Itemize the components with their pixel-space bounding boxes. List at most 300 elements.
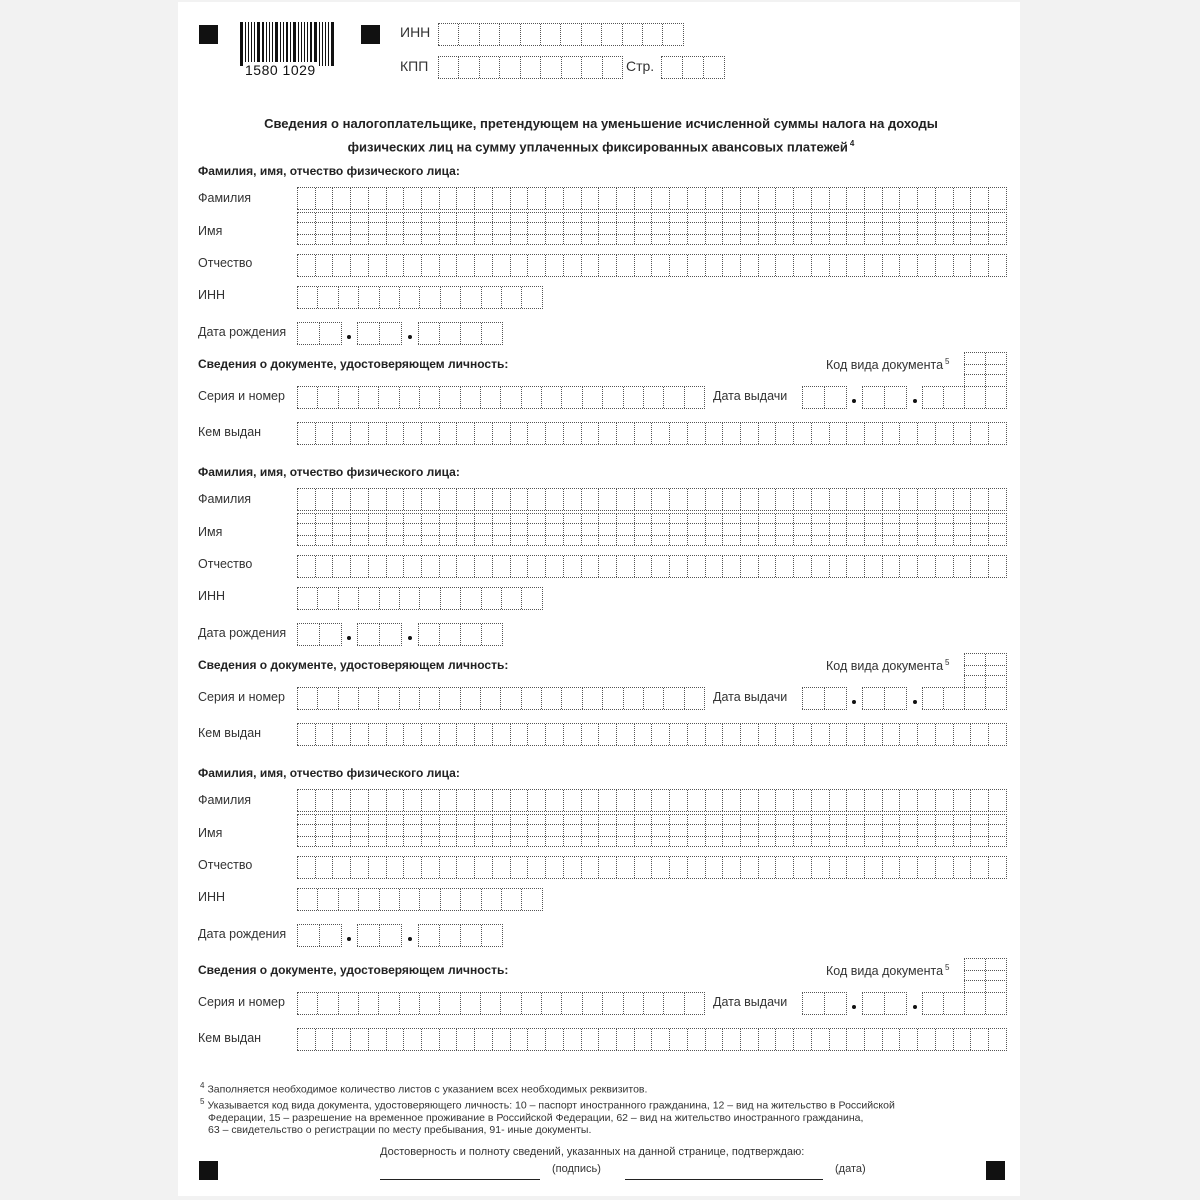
input-cell[interactable] <box>899 223 917 244</box>
input-cell[interactable] <box>651 255 669 276</box>
input-cell[interactable] <box>616 724 634 745</box>
input-cell[interactable] <box>500 993 520 1014</box>
input-cell[interactable] <box>669 255 687 276</box>
input-cell[interactable] <box>521 387 541 408</box>
input-cell[interactable] <box>545 524 563 545</box>
input-cell[interactable] <box>917 223 935 244</box>
input-cell[interactable] <box>793 556 811 577</box>
input-cell[interactable] <box>561 688 581 709</box>
issue-date-day-input[interactable] <box>802 687 847 710</box>
input-cell[interactable] <box>687 524 705 545</box>
issued-by-input[interactable] <box>297 723 1007 746</box>
input-cell[interactable] <box>793 188 811 209</box>
input-cell[interactable] <box>775 825 793 846</box>
input-cell[interactable] <box>350 524 368 545</box>
input-cell[interactable] <box>687 556 705 577</box>
input-cell[interactable] <box>545 188 563 209</box>
input-cell[interactable] <box>439 524 457 545</box>
input-cell[interactable] <box>460 287 480 308</box>
input-cell[interactable] <box>722 188 740 209</box>
input-cell[interactable] <box>581 255 599 276</box>
input-cell[interactable] <box>419 993 439 1014</box>
input-cell[interactable] <box>399 889 419 910</box>
input-cell[interactable] <box>297 724 315 745</box>
input-cell[interactable] <box>988 556 1006 577</box>
input-cell[interactable] <box>521 287 541 308</box>
input-cell[interactable] <box>662 24 682 45</box>
input-cell[interactable] <box>651 223 669 244</box>
input-cell[interactable] <box>368 857 386 878</box>
input-cell[interactable] <box>297 556 315 577</box>
input-cell[interactable] <box>510 188 528 209</box>
input-cell[interactable] <box>403 825 421 846</box>
input-cell[interactable] <box>460 624 481 645</box>
input-cell[interactable] <box>775 1029 793 1050</box>
input-cell[interactable] <box>864 857 882 878</box>
input-cell[interactable] <box>403 255 421 276</box>
input-cell[interactable] <box>358 588 378 609</box>
input-cell[interactable] <box>882 188 900 209</box>
input-cell[interactable] <box>545 423 563 444</box>
input-cell[interactable] <box>297 323 319 344</box>
input-cell[interactable] <box>581 188 599 209</box>
input-cell[interactable] <box>669 423 687 444</box>
input-cell[interactable] <box>687 255 705 276</box>
input-cell[interactable] <box>684 387 704 408</box>
input-cell[interactable] <box>740 188 758 209</box>
input-cell[interactable] <box>917 825 935 846</box>
issued-by-input[interactable] <box>297 1028 1007 1051</box>
input-cell[interactable] <box>319 323 341 344</box>
input-cell[interactable] <box>474 255 492 276</box>
input-cell[interactable] <box>705 1029 723 1050</box>
input-cell[interactable] <box>439 1029 457 1050</box>
input-cell[interactable] <box>846 524 864 545</box>
input-cell[interactable] <box>368 790 386 811</box>
input-cell[interactable] <box>687 188 705 209</box>
input-cell[interactable] <box>541 993 561 1014</box>
input-cell[interactable] <box>561 387 581 408</box>
input-cell[interactable] <box>899 524 917 545</box>
input-cell[interactable] <box>935 1029 953 1050</box>
header-kpp-input[interactable] <box>438 56 623 79</box>
input-cell[interactable] <box>970 188 988 209</box>
input-cell[interactable] <box>368 724 386 745</box>
input-cell[interactable] <box>651 825 669 846</box>
input-cell[interactable] <box>793 489 811 510</box>
input-cell[interactable] <box>545 489 563 510</box>
input-cell[interactable] <box>332 857 350 878</box>
input-cell[interactable] <box>521 993 541 1014</box>
input-cell[interactable] <box>964 971 985 992</box>
input-cell[interactable] <box>368 1029 386 1050</box>
input-cell[interactable] <box>970 489 988 510</box>
input-cell[interactable] <box>846 223 864 244</box>
input-cell[interactable] <box>864 556 882 577</box>
input-cell[interactable] <box>953 857 971 878</box>
input-cell[interactable] <box>846 825 864 846</box>
input-cell[interactable] <box>651 524 669 545</box>
input-cell[interactable] <box>315 188 333 209</box>
input-cell[interactable] <box>985 666 1006 687</box>
input-cell[interactable] <box>581 524 599 545</box>
series-number-input[interactable] <box>297 687 705 710</box>
input-cell[interactable] <box>935 857 953 878</box>
input-cell[interactable] <box>811 524 829 545</box>
input-cell[interactable] <box>935 255 953 276</box>
input-cell[interactable] <box>935 825 953 846</box>
input-cell[interactable] <box>740 857 758 878</box>
input-cell[interactable] <box>456 825 474 846</box>
input-cell[interactable] <box>481 287 501 308</box>
input-cell[interactable] <box>722 724 740 745</box>
input-cell[interactable] <box>775 423 793 444</box>
date-line[interactable] <box>625 1179 823 1180</box>
input-cell[interactable] <box>793 423 811 444</box>
input-cell[interactable] <box>474 223 492 244</box>
input-cell[interactable] <box>775 857 793 878</box>
input-cell[interactable] <box>315 857 333 878</box>
input-cell[interactable] <box>501 889 521 910</box>
input-cell[interactable] <box>598 857 616 878</box>
input-cell[interactable] <box>598 1029 616 1050</box>
input-cell[interactable] <box>616 556 634 577</box>
input-cell[interactable] <box>419 588 439 609</box>
input-cell[interactable] <box>864 255 882 276</box>
input-cell[interactable] <box>829 556 847 577</box>
input-cell[interactable] <box>943 993 964 1014</box>
input-cell[interactable] <box>439 993 459 1014</box>
input-cell[interactable] <box>581 857 599 878</box>
inn-input[interactable] <box>297 286 543 309</box>
input-cell[interactable] <box>297 489 315 510</box>
input-cell[interactable] <box>846 724 864 745</box>
input-cell[interactable] <box>846 857 864 878</box>
input-cell[interactable] <box>864 188 882 209</box>
doc-code-input-row2[interactable] <box>964 665 1007 688</box>
input-cell[interactable] <box>379 323 401 344</box>
input-cell[interactable] <box>964 688 985 709</box>
input-cell[interactable] <box>684 688 704 709</box>
input-cell[interactable] <box>661 57 682 78</box>
input-cell[interactable] <box>988 790 1006 811</box>
input-cell[interactable] <box>722 790 740 811</box>
input-cell[interactable] <box>479 24 499 45</box>
input-cell[interactable] <box>669 223 687 244</box>
input-cell[interactable] <box>917 790 935 811</box>
input-cell[interactable] <box>315 489 333 510</box>
input-cell[interactable] <box>297 790 315 811</box>
input-cell[interactable] <box>315 524 333 545</box>
input-cell[interactable] <box>864 423 882 444</box>
input-cell[interactable] <box>917 524 935 545</box>
input-cell[interactable] <box>510 724 528 745</box>
input-cell[interactable] <box>350 255 368 276</box>
input-cell[interactable] <box>811 556 829 577</box>
name-input[interactable] <box>297 222 1007 245</box>
input-cell[interactable] <box>350 423 368 444</box>
input-cell[interactable] <box>616 223 634 244</box>
input-cell[interactable] <box>970 790 988 811</box>
input-cell[interactable] <box>358 889 378 910</box>
input-cell[interactable] <box>403 857 421 878</box>
input-cell[interactable] <box>884 387 906 408</box>
input-cell[interactable] <box>510 489 528 510</box>
issue-date-month-input[interactable] <box>862 687 907 710</box>
input-cell[interactable] <box>540 24 560 45</box>
input-cell[interactable] <box>663 993 683 1014</box>
input-cell[interactable] <box>456 857 474 878</box>
input-cell[interactable] <box>598 790 616 811</box>
input-cell[interactable] <box>862 387 884 408</box>
input-cell[interactable] <box>581 556 599 577</box>
input-cell[interactable] <box>634 223 652 244</box>
birthdate-day-input[interactable] <box>297 322 342 345</box>
input-cell[interactable] <box>358 287 378 308</box>
input-cell[interactable] <box>703 57 724 78</box>
input-cell[interactable] <box>758 188 776 209</box>
input-cell[interactable] <box>510 1029 528 1050</box>
input-cell[interactable] <box>492 188 510 209</box>
input-cell[interactable] <box>545 857 563 878</box>
input-cell[interactable] <box>811 825 829 846</box>
input-cell[interactable] <box>439 556 457 577</box>
input-cell[interactable] <box>740 790 758 811</box>
input-cell[interactable] <box>582 993 602 1014</box>
input-cell[interactable] <box>899 489 917 510</box>
input-cell[interactable] <box>421 255 439 276</box>
input-cell[interactable] <box>882 423 900 444</box>
input-cell[interactable] <box>379 287 399 308</box>
input-cell[interactable] <box>793 255 811 276</box>
input-cell[interactable] <box>581 489 599 510</box>
input-cell[interactable] <box>602 993 622 1014</box>
input-cell[interactable] <box>899 423 917 444</box>
input-cell[interactable] <box>722 524 740 545</box>
input-cell[interactable] <box>297 624 319 645</box>
input-cell[interactable] <box>935 790 953 811</box>
input-cell[interactable] <box>527 489 545 510</box>
input-cell[interactable] <box>616 423 634 444</box>
input-cell[interactable] <box>499 57 519 78</box>
input-cell[interactable] <box>740 825 758 846</box>
input-cell[interactable] <box>421 857 439 878</box>
input-cell[interactable] <box>492 524 510 545</box>
name-input[interactable] <box>297 824 1007 847</box>
input-cell[interactable] <box>521 688 541 709</box>
input-cell[interactable] <box>634 556 652 577</box>
input-cell[interactable] <box>338 688 358 709</box>
input-cell[interactable] <box>510 524 528 545</box>
input-cell[interactable] <box>758 825 776 846</box>
input-cell[interactable] <box>899 255 917 276</box>
input-cell[interactable] <box>474 857 492 878</box>
input-cell[interactable] <box>598 188 616 209</box>
input-cell[interactable] <box>758 556 776 577</box>
input-cell[interactable] <box>456 188 474 209</box>
input-cell[interactable] <box>332 255 350 276</box>
input-cell[interactable] <box>563 188 581 209</box>
input-cell[interactable] <box>386 489 404 510</box>
input-cell[interactable] <box>510 790 528 811</box>
input-cell[interactable] <box>501 588 521 609</box>
input-cell[interactable] <box>480 387 500 408</box>
input-cell[interactable] <box>862 993 884 1014</box>
input-cell[interactable] <box>829 1029 847 1050</box>
input-cell[interactable] <box>563 1029 581 1050</box>
input-cell[interactable] <box>350 1029 368 1050</box>
input-cell[interactable] <box>634 857 652 878</box>
input-cell[interactable] <box>319 624 341 645</box>
input-cell[interactable] <box>988 825 1006 846</box>
input-cell[interactable] <box>368 556 386 577</box>
input-cell[interactable] <box>386 423 404 444</box>
input-cell[interactable] <box>682 57 703 78</box>
input-cell[interactable] <box>315 825 333 846</box>
input-cell[interactable] <box>882 556 900 577</box>
input-cell[interactable] <box>545 1029 563 1050</box>
input-cell[interactable] <box>651 489 669 510</box>
input-cell[interactable] <box>988 423 1006 444</box>
input-cell[interactable] <box>527 223 545 244</box>
input-cell[interactable] <box>935 724 953 745</box>
input-cell[interactable] <box>338 889 358 910</box>
input-cell[interactable] <box>846 790 864 811</box>
input-cell[interactable] <box>297 889 317 910</box>
input-cell[interactable] <box>332 790 350 811</box>
input-cell[interactable] <box>616 790 634 811</box>
input-cell[interactable] <box>332 825 350 846</box>
input-cell[interactable] <box>492 489 510 510</box>
input-cell[interactable] <box>602 688 622 709</box>
input-cell[interactable] <box>687 790 705 811</box>
input-cell[interactable] <box>970 423 988 444</box>
input-cell[interactable] <box>474 825 492 846</box>
input-cell[interactable] <box>651 857 669 878</box>
input-cell[interactable] <box>421 790 439 811</box>
birthdate-year-input[interactable] <box>418 623 503 646</box>
input-cell[interactable] <box>421 524 439 545</box>
input-cell[interactable] <box>953 188 971 209</box>
input-cell[interactable] <box>357 323 379 344</box>
input-cell[interactable] <box>775 223 793 244</box>
input-cell[interactable] <box>563 524 581 545</box>
input-cell[interactable] <box>563 790 581 811</box>
input-cell[interactable] <box>481 925 502 946</box>
input-cell[interactable] <box>740 1029 758 1050</box>
doc-code-input-row2[interactable] <box>964 970 1007 993</box>
input-cell[interactable] <box>758 790 776 811</box>
input-cell[interactable] <box>563 489 581 510</box>
input-cell[interactable] <box>758 724 776 745</box>
input-cell[interactable] <box>527 825 545 846</box>
input-cell[interactable] <box>988 223 1006 244</box>
input-cell[interactable] <box>669 489 687 510</box>
input-cell[interactable] <box>317 889 337 910</box>
input-cell[interactable] <box>616 489 634 510</box>
inn-input[interactable] <box>297 587 543 610</box>
input-cell[interactable] <box>722 489 740 510</box>
input-cell[interactable] <box>970 724 988 745</box>
input-cell[interactable] <box>935 188 953 209</box>
input-cell[interactable] <box>510 556 528 577</box>
input-cell[interactable] <box>297 857 315 878</box>
input-cell[interactable] <box>740 524 758 545</box>
input-cell[interactable] <box>884 688 906 709</box>
input-cell[interactable] <box>386 223 404 244</box>
input-cell[interactable] <box>403 423 421 444</box>
input-cell[interactable] <box>651 790 669 811</box>
input-cell[interactable] <box>386 556 404 577</box>
issue-date-year-input[interactable] <box>922 386 1007 409</box>
birthdate-month-input[interactable] <box>357 623 402 646</box>
input-cell[interactable] <box>917 423 935 444</box>
input-cell[interactable] <box>846 255 864 276</box>
input-cell[interactable] <box>480 688 500 709</box>
input-cell[interactable] <box>829 255 847 276</box>
input-cell[interactable] <box>456 724 474 745</box>
signature-line[interactable] <box>380 1179 540 1180</box>
input-cell[interactable] <box>527 556 545 577</box>
input-cell[interactable] <box>864 489 882 510</box>
input-cell[interactable] <box>811 255 829 276</box>
input-cell[interactable] <box>541 387 561 408</box>
input-cell[interactable] <box>403 790 421 811</box>
input-cell[interactable] <box>527 790 545 811</box>
input-cell[interactable] <box>862 688 884 709</box>
input-cell[interactable] <box>317 588 337 609</box>
input-cell[interactable] <box>581 790 599 811</box>
input-cell[interactable] <box>740 255 758 276</box>
input-cell[interactable] <box>403 1029 421 1050</box>
input-cell[interactable] <box>315 556 333 577</box>
input-cell[interactable] <box>545 825 563 846</box>
input-cell[interactable] <box>953 724 971 745</box>
input-cell[interactable] <box>758 524 776 545</box>
input-cell[interactable] <box>643 993 663 1014</box>
input-cell[interactable] <box>563 423 581 444</box>
input-cell[interactable] <box>829 825 847 846</box>
input-cell[interactable] <box>399 688 419 709</box>
input-cell[interactable] <box>421 724 439 745</box>
series-number-input[interactable] <box>297 992 705 1015</box>
input-cell[interactable] <box>379 925 401 946</box>
input-cell[interactable] <box>775 255 793 276</box>
input-cell[interactable] <box>882 255 900 276</box>
name-input[interactable] <box>297 523 1007 546</box>
input-cell[interactable] <box>527 255 545 276</box>
input-cell[interactable] <box>315 423 333 444</box>
input-cell[interactable] <box>882 524 900 545</box>
input-cell[interactable] <box>616 1029 634 1050</box>
input-cell[interactable] <box>705 825 723 846</box>
input-cell[interactable] <box>846 423 864 444</box>
input-cell[interactable] <box>864 825 882 846</box>
input-cell[interactable] <box>824 387 846 408</box>
input-cell[interactable] <box>480 993 500 1014</box>
input-cell[interactable] <box>953 223 971 244</box>
input-cell[interactable] <box>811 1029 829 1050</box>
input-cell[interactable] <box>722 255 740 276</box>
input-cell[interactable] <box>598 489 616 510</box>
input-cell[interactable] <box>793 524 811 545</box>
input-cell[interactable] <box>935 524 953 545</box>
input-cell[interactable] <box>421 825 439 846</box>
input-cell[interactable] <box>882 489 900 510</box>
birthdate-year-input[interactable] <box>418 924 503 947</box>
input-cell[interactable] <box>510 825 528 846</box>
input-cell[interactable] <box>616 255 634 276</box>
